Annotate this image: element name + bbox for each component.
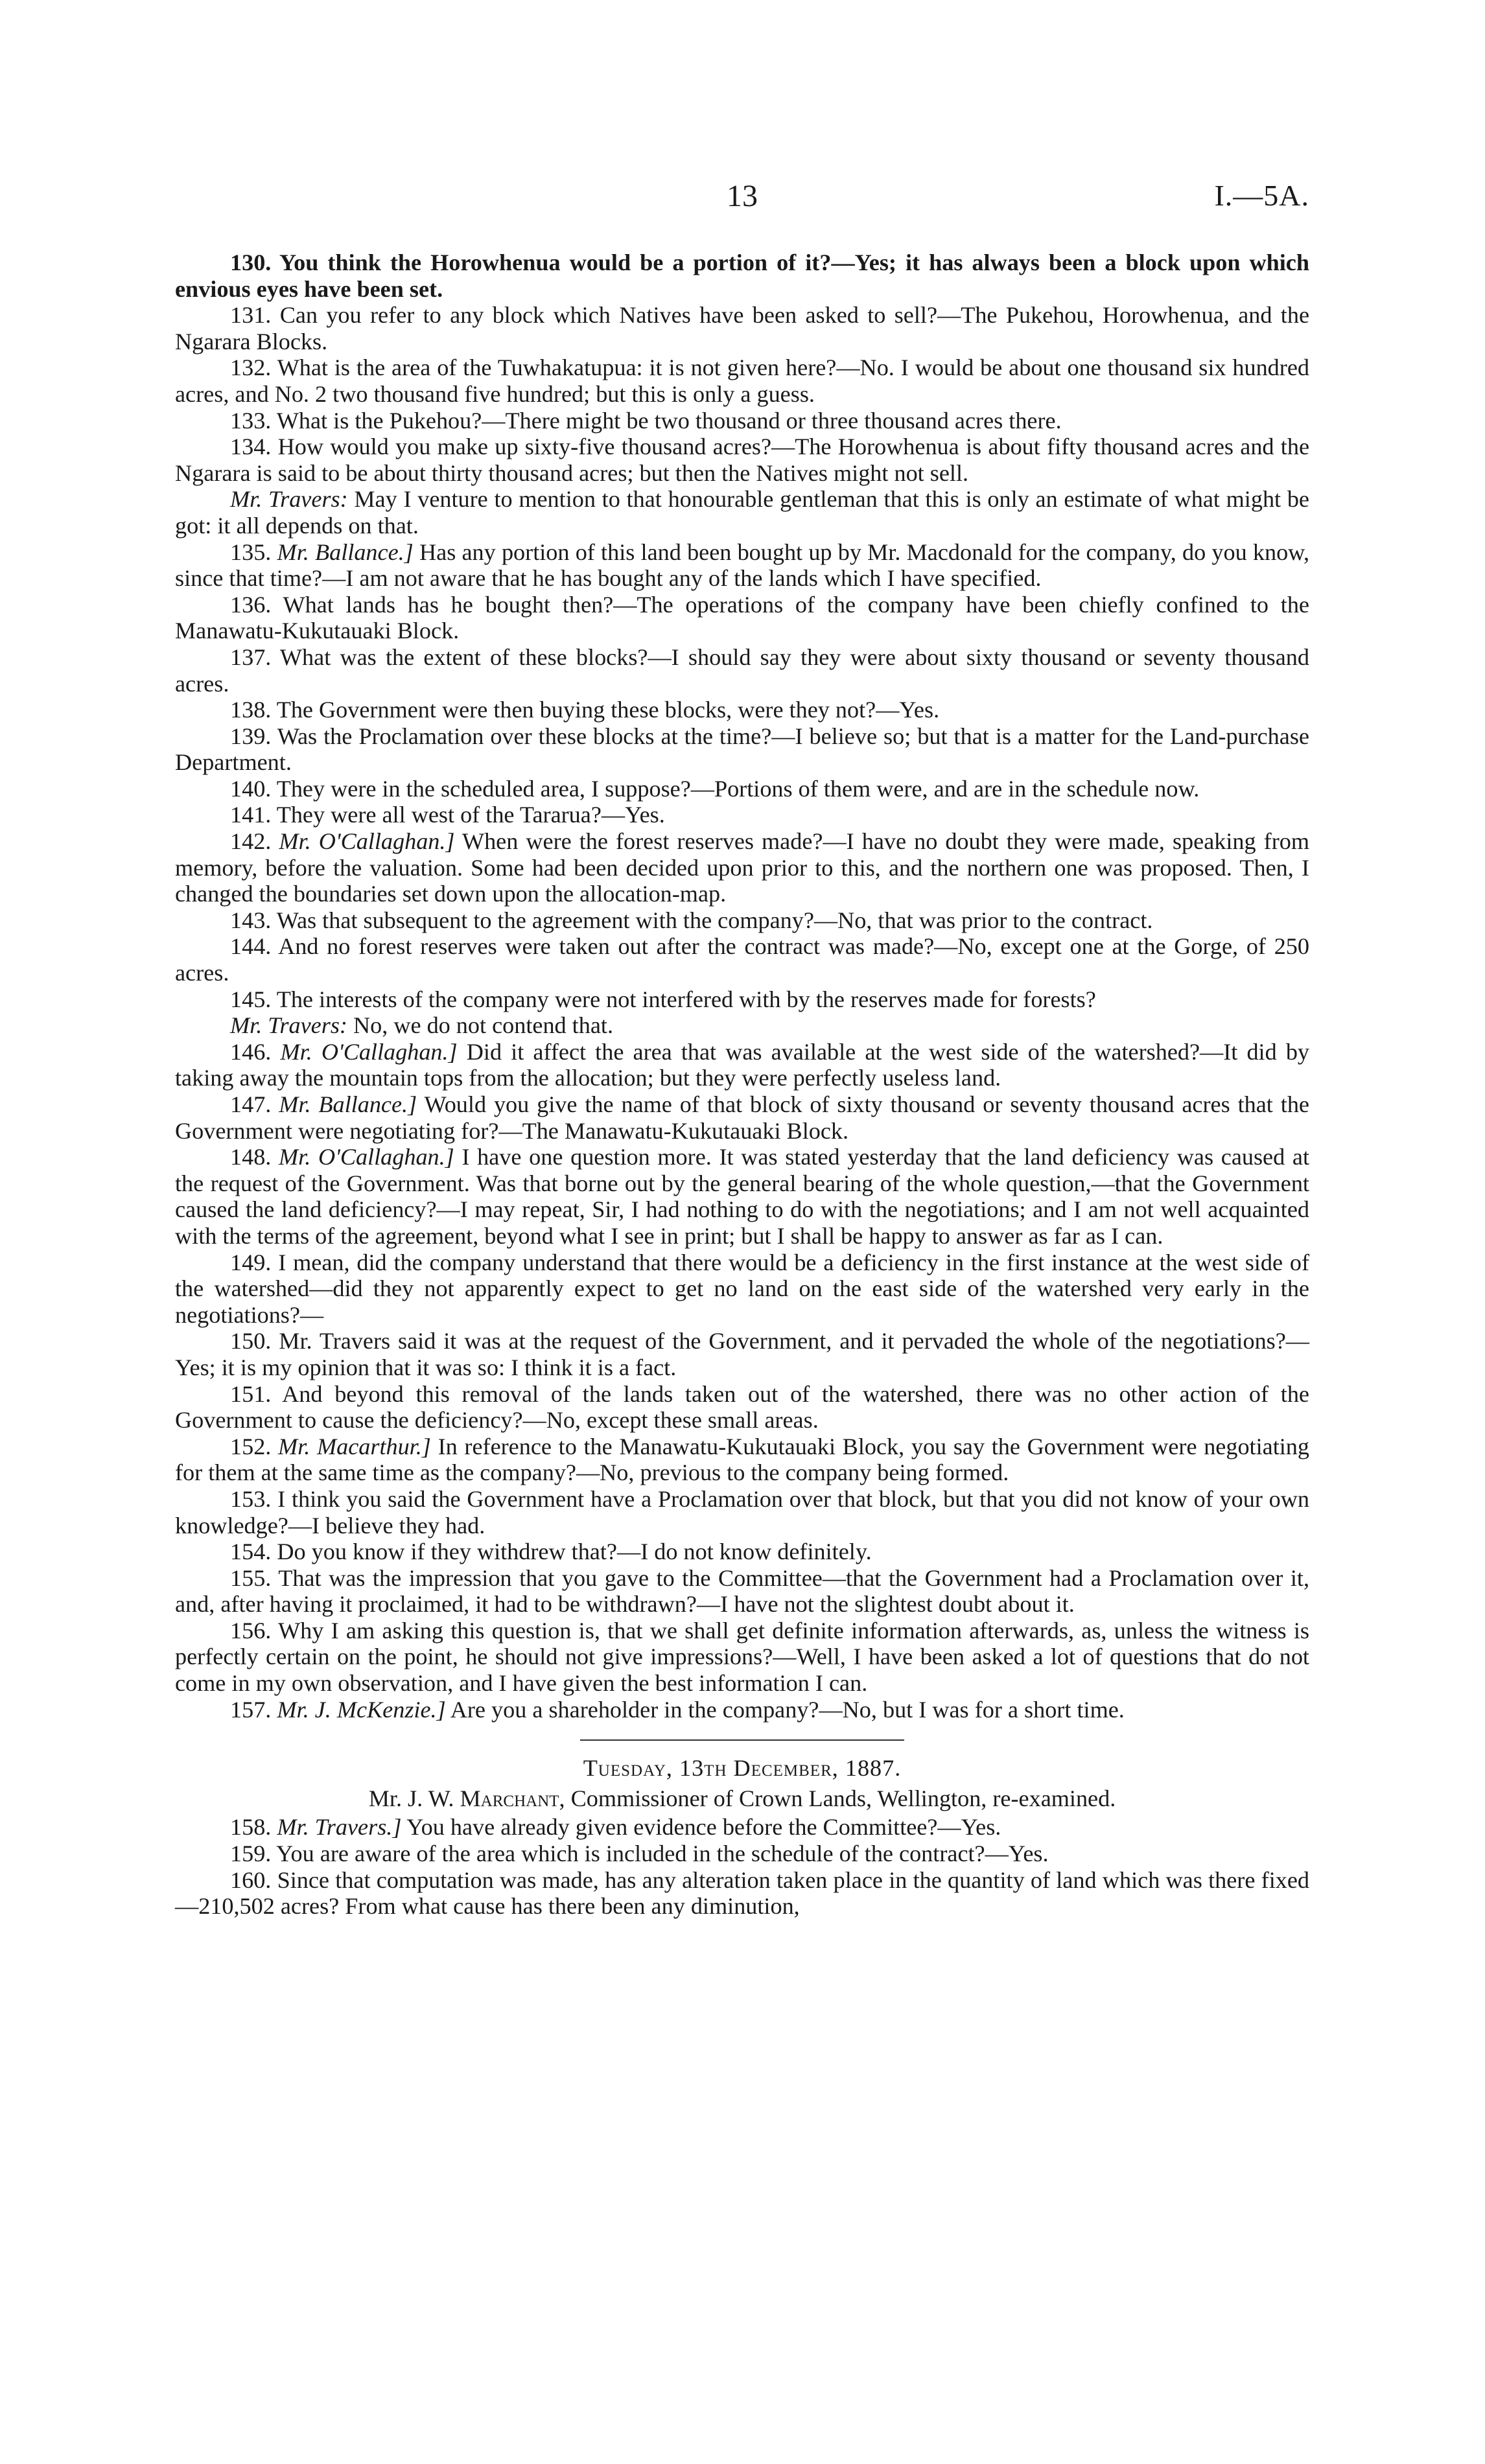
- question-paragraph: [175, 434, 1309, 486]
- question-paragraph: [175, 1249, 1309, 1329]
- question-text: Why I am asking this question is, that we shall get definite information afterwards, as, unless the witness is perfectly certain on the point, he should not give impressions?—Well, I have been asked a lot of questions that do not come in my own observation, and I have given the best information I can.: [175, 1617, 1309, 1697]
- question-paragraph: [175, 1814, 1309, 1841]
- question-text: You think the Horowhenua would be a portion of it?—Yes; it has always been a block upon which envious eyes have been set.: [175, 250, 1309, 302]
- question-number: 144.: [230, 933, 272, 960]
- question-paragraph: [175, 592, 1309, 644]
- question-number: 157.: [230, 1696, 272, 1723]
- question-text: Since that computation was made, has any alteration taken place in the quantity of land which was there fixed—210,502 acres? From what cause has there been any diminution,: [175, 1866, 1310, 1920]
- question-paragraph: [175, 776, 1309, 802]
- question-text: What was the extent of these blocks?—I should say they were about sixty thousand or seventy thousand acres.: [175, 644, 1309, 697]
- question-paragraph: [175, 1144, 1309, 1249]
- evidence-block-2: [175, 1814, 1309, 1919]
- question-text: Was that subsequent to the agreement with the company?—No, that was prior to the contract.: [276, 907, 1153, 933]
- question-paragraph: [175, 1381, 1309, 1434]
- question-number: 134.: [230, 434, 272, 460]
- question-text: Would you give the name of that block of sixty thousand or seventy thousand acres that the Government were negotiating for?—The Manawatu-Kukutauaki Block.: [175, 1091, 1309, 1144]
- question-paragraph: [175, 1091, 1309, 1144]
- question-text: And no forest reserves were taken out after the contract was made?—No, except one at the Gorge, of 250 acres.: [175, 933, 1309, 986]
- question-number: 152.: [230, 1433, 272, 1459]
- question-paragraph: [175, 1012, 1309, 1039]
- question-number: 136.: [230, 591, 272, 618]
- question-text: Was the Proclamation over these blocks at the time?—I believe so; but that is a matter for the Land-purchase Department.: [175, 723, 1309, 776]
- question-text: When were the forest reserves made?—I have no doubt they were made, speaking from memory, before the valuation. Some had been decided upon prior to this, and the northern one was proposed. Then, I changed the boundaries set down upon the allocation-map.: [175, 828, 1309, 907]
- question-text: And beyond this removal of the lands taken out of the watershed, there was no other action of the Government to cause the deficiency?—No, except these small areas.: [175, 1380, 1309, 1434]
- speaker-name: Mr. Ballance.]: [277, 539, 414, 565]
- question-number: 135.: [230, 539, 272, 565]
- question-paragraph: [175, 644, 1309, 697]
- question-paragraph: [175, 907, 1309, 934]
- question-paragraph: [175, 1867, 1309, 1920]
- question-text: Did it affect the area that was available at the west side of the watershed?—It did by taking away the mountain tops from the allocation; but they were perfectly useless land.: [175, 1038, 1310, 1091]
- question-paragraph: [175, 486, 1309, 539]
- question-number: 158.: [230, 1814, 272, 1841]
- question-text: Do you know if they withdrew that?—I do not know definitely.: [277, 1539, 872, 1565]
- question-number: 153.: [230, 1485, 272, 1512]
- question-text: How would you make up sixty-five thousand acres?—The Horowhenua is about fifty thousand acres and the Ngarara is said to be about thirty thousand acres; but then the Natives might not sell.: [175, 434, 1310, 486]
- question-number: 138.: [230, 697, 272, 723]
- question-number: 140.: [230, 775, 272, 802]
- question-paragraph: [175, 1565, 1309, 1618]
- question-text: I mean, did the company understand that there would be a deficiency in the first instance at the west side of the watershed—did they not apparently expect to get no land on the east side of the watershed very early in the negotiations?—: [175, 1249, 1310, 1328]
- question-number: 147.: [230, 1091, 272, 1117]
- question-text: May I venture to mention to that honourable gentleman that this is only an estimate of what might be got: it all depends on that.: [175, 486, 1309, 539]
- question-number: 146.: [230, 1038, 272, 1065]
- witness-line: [175, 1785, 1309, 1812]
- question-number: 150.: [230, 1328, 272, 1354]
- question-paragraph: [175, 1841, 1309, 1867]
- witness-name: Marchant: [460, 1785, 559, 1811]
- speaker-name: Mr. J. McKenzie.]: [277, 1696, 446, 1723]
- question-text: In reference to the Manawatu-Kukutauaki Block, you say the Government were negotiating for them at the same time as the company?—No, previous to the company being formed.: [175, 1433, 1309, 1486]
- question-paragraph: [175, 408, 1309, 434]
- question-paragraph: [175, 933, 1309, 986]
- question-paragraph: [175, 723, 1309, 776]
- question-number: 160.: [230, 1866, 272, 1893]
- question-paragraph: [175, 1039, 1309, 1091]
- question-text: What lands has he bought then?—The operations of the company have been chiefly confined to the Manawatu-Kukutauaki Block.: [175, 591, 1309, 644]
- section-divider: [580, 1739, 904, 1741]
- question-number: 137.: [230, 644, 272, 670]
- question-text: The Government were then buying these blocks, were they not?—Yes.: [276, 697, 940, 723]
- question-text: The interests of the company were not interfered with by the reserves made for forests?: [276, 986, 1096, 1012]
- date-heading: Tuesday, 13th December, 1887.: [583, 1755, 902, 1782]
- page-reference: I.—5A.: [1214, 179, 1309, 212]
- question-paragraph: [175, 802, 1309, 828]
- question-paragraph: [175, 697, 1309, 723]
- question-paragraph: [175, 250, 1309, 302]
- question-number: 159.: [230, 1841, 272, 1867]
- speaker-name: Mr. O'Callaghan.]: [279, 828, 455, 855]
- question-text: That was the impression that you gave to the Committee—that the Government had a Proclamation over it, and, after having it proclaimed, it had to be withdrawn?—I have not the slightest doubt about it.: [175, 1564, 1309, 1618]
- question-text: Has any portion of this land been bought up by Mr. Macdonald for the company, do you know, since that time?—I am not aware that he has bought any of the lands which I have specified.: [175, 539, 1310, 592]
- question-paragraph: [175, 302, 1309, 354]
- question-number: 131.: [230, 302, 272, 329]
- witness-prefix: Mr. J. W.: [368, 1785, 454, 1811]
- question-number: 141.: [230, 802, 272, 828]
- question-number: 132.: [230, 354, 272, 381]
- speaker-name: Mr. O'Callaghan.]: [280, 1038, 458, 1065]
- question-text: What is the Pukehou?—There might be two thousand or three thousand acres there.: [276, 407, 1062, 434]
- question-paragraph: [175, 1328, 1309, 1380]
- evidence-block-1: [175, 250, 1309, 1723]
- question-text: They were in the scheduled area, I suppose?—Portions of them were, and are in the schedule now.: [276, 775, 1200, 802]
- question-number: 149.: [230, 1249, 272, 1275]
- question-number: 142.: [230, 828, 272, 855]
- question-number: 151.: [230, 1380, 272, 1407]
- speaker-name: Mr. O'Callaghan.]: [279, 1144, 454, 1170]
- page-header: [175, 178, 1309, 224]
- question-number: 155.: [230, 1564, 272, 1591]
- question-text: I think you said the Government have a Proclamation over that block, but that you did not know of your own knowledge?—I believe they had.: [175, 1485, 1309, 1539]
- question-text: Are you a shareholder in the company?—No, but I was for a short time.: [450, 1696, 1125, 1723]
- question-paragraph: [175, 1539, 1309, 1565]
- question-text: No, we do not contend that.: [353, 1012, 613, 1039]
- page-number: 13: [727, 179, 758, 213]
- question-text: They were all west of the Tararua?—Yes.: [276, 802, 665, 828]
- speaker-name: Mr. Macarthur.]: [278, 1433, 431, 1459]
- question-text: Can you refer to any block which Natives have been asked to sell?—The Pukehou, Horowhenua, and the Ngarara Blocks.: [175, 302, 1310, 354]
- witness-suffix: , Commissioner of Crown Lands, Wellington, re-examined.: [559, 1785, 1116, 1811]
- question-text: Mr. Travers said it was at the request of the Government, and it pervaded the whole of the negotiations?—Yes; it is my opinion that it was so: I think it is a fact.: [175, 1328, 1309, 1380]
- question-text: You have already given evidence before the Committee?—Yes.: [406, 1814, 1001, 1841]
- question-paragraph: [175, 1618, 1309, 1697]
- question-paragraph: [175, 986, 1309, 1013]
- question-paragraph: [175, 1697, 1309, 1723]
- question-number: 156.: [230, 1617, 272, 1644]
- question-paragraph: [175, 1486, 1309, 1539]
- speaker-name: Mr. Ballance.]: [279, 1091, 417, 1117]
- speaker-name: Mr. Travers:: [230, 1012, 347, 1039]
- question-paragraph: [175, 828, 1309, 907]
- question-number: 145.: [230, 986, 272, 1012]
- question-number: 133.: [230, 407, 272, 434]
- body-text: [175, 250, 1309, 1920]
- question-paragraph: [175, 354, 1309, 407]
- question-number: 154.: [230, 1539, 272, 1565]
- question-number: 143.: [230, 907, 272, 933]
- question-number: 139.: [230, 723, 272, 749]
- question-text: You are aware of the area which is included in the schedule of the contract?—Yes.: [276, 1841, 1049, 1867]
- question-paragraph: [175, 1434, 1309, 1486]
- question-text: What is the area of the Tuwhakatupua: it is not given here?—No. I would be about one thousand six hundred acres, and No. 2 two thousand five hundred; but this is only a guess.: [175, 354, 1309, 407]
- question-number: 130.: [230, 250, 272, 275]
- speaker-name: Mr. Travers.]: [277, 1814, 402, 1841]
- question-paragraph: [175, 539, 1309, 592]
- speaker-name: Mr. Travers:: [230, 486, 348, 513]
- question-number: 148.: [230, 1144, 272, 1170]
- question-text: I have one question more. It was stated yesterday that the land deficiency was caused at the request of the Government. Was that borne out by the general bearing of the whole question,—that the Government caused the land deficiency?—I may repeat, Sir, I had nothing to do with the negotiations; and I am not well acquainted with the terms of the agreement, beyond what I see in print; but I shall be happy to answer as far as I can.: [175, 1144, 1310, 1249]
